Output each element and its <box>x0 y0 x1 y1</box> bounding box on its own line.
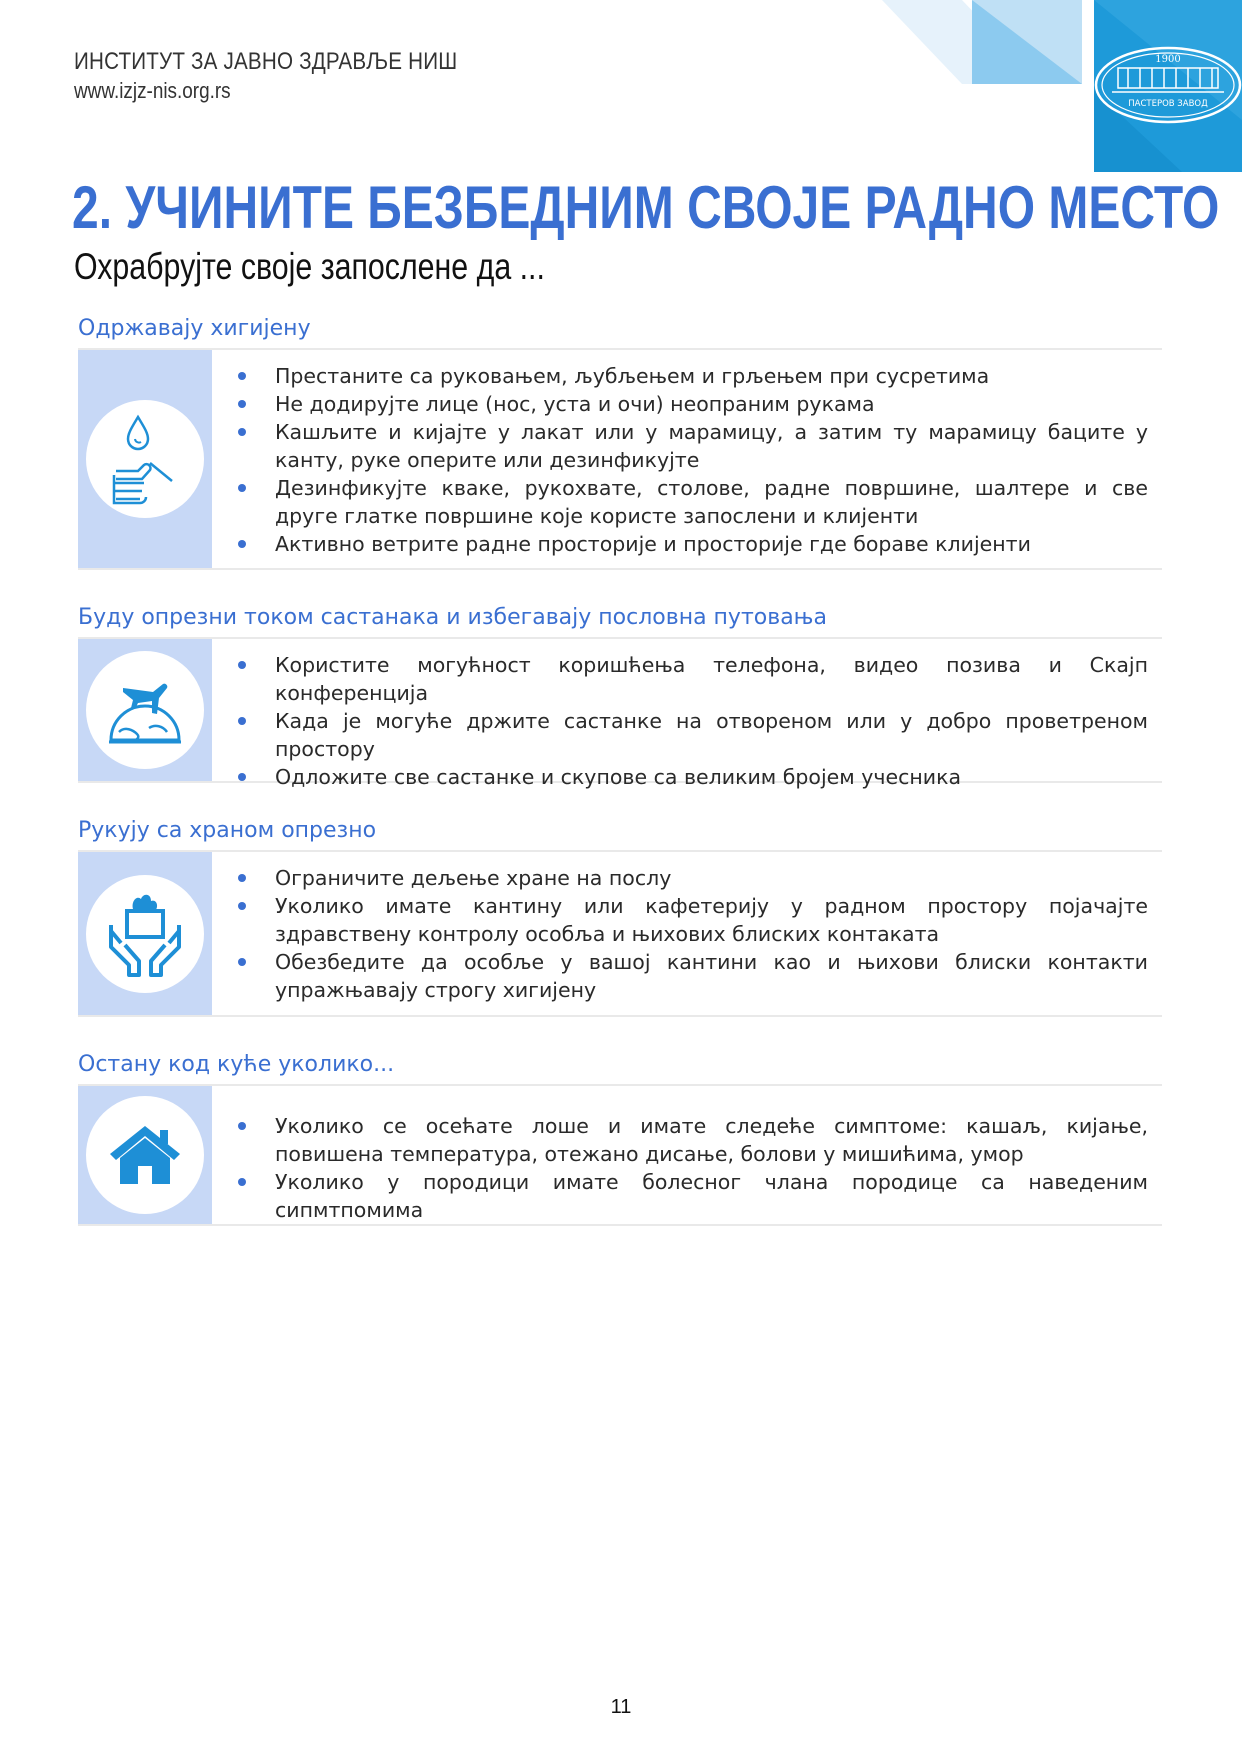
section-heading: Остану код куће уколико... <box>78 1052 395 1077</box>
list-item: Користите могућност коришћења телефона, видео позива и Скајп конференција <box>212 651 1148 707</box>
list-item: Кашљите и кијајте у лакат или у марамицу, а затим ту марамицу баците у канту, руке оперите или дезинфикујте <box>212 418 1148 474</box>
bullet-list <box>212 852 1162 1015</box>
list-item: Обезбедите да особље у вашој кантини као и њихови блиски контакти упражњавају строгу хигијену <box>212 948 1148 1004</box>
icon-circle <box>86 651 204 769</box>
list-item: Одложите све састанке и скупове са великим бројем учесника <box>212 763 1148 791</box>
header-org-name: ИНСТИТУТ ЗА ЈАВНО ЗДРАВЉЕ НИШ <box>74 48 458 75</box>
section-stay-home <box>78 1050 1162 1226</box>
logo-name: ПАСТЕРОВ ЗАВОД <box>1128 99 1208 109</box>
list-item: Не додирујте лице (нос, уста и очи) неопраним рукама <box>212 390 1148 418</box>
header-corner-graphic <box>882 0 1242 172</box>
bullet-list <box>212 639 1162 789</box>
hand-washing-icon <box>110 411 180 507</box>
list-item: Дезинфикујте кваке, рукохвате, столове, радне површине, шалтере и све друге глатке површине које користе запослени и клијенти <box>212 474 1148 530</box>
travel-globe-icon <box>105 670 185 750</box>
section-box <box>78 1084 1162 1226</box>
icon-panel <box>78 852 212 1015</box>
section-box <box>78 348 1162 570</box>
page-title: 2. УЧИНИТЕ БЕЗБЕДНИМ СВОЈЕ РАДНО МЕСТО <box>72 174 1220 241</box>
page-number: 11 <box>610 1696 632 1718</box>
icon-circle <box>86 400 204 518</box>
section-heading: Одржавају хигијену <box>78 316 311 341</box>
icon-panel <box>78 350 212 568</box>
section-meetings <box>78 603 1162 789</box>
section-box <box>78 850 1162 1017</box>
section-heading: Рукују са храном опрезно <box>78 818 377 843</box>
list-item: Уколико се осећате лоше и имате следеће симптоме: кашаљ, кијање, повишена температура, отежано дисање, болови у мишићима, умор <box>212 1112 1148 1168</box>
section-box <box>78 637 1162 789</box>
header-website: www.izjz-nis.org.rs <box>74 78 231 103</box>
bullet-list <box>212 1086 1162 1224</box>
house-icon <box>108 1124 182 1186</box>
section-heading: Буду опрезни током састанака и избегавају пословна путовања <box>78 605 827 630</box>
list-item: Када је могуће држите састанке на отвореном или у добро проветреном простору <box>212 707 1148 763</box>
food-hands-icon <box>107 891 183 977</box>
list-item: Уколико имате кантину или кафетерију у радном простору појачајте здравствену контролу особља и њихових блиских контаката <box>212 892 1148 948</box>
icon-panel <box>78 639 212 781</box>
icon-panel <box>78 1086 212 1224</box>
icon-circle <box>86 875 204 993</box>
list-item: Уколико у породици имате болесног члана породице са наведеним сипмтпомима <box>212 1168 1148 1224</box>
icon-circle <box>86 1096 204 1214</box>
list-item: Активно ветрите радне просторије и просторије где бораве клијенти <box>212 530 1148 558</box>
logo-year: 1900 <box>1155 54 1181 65</box>
page-subtitle: Охрабрујте своје запослене да ... <box>74 246 545 287</box>
list-item: Престаните са руковањем, љубљењем и грљењем при сусретима <box>212 362 1148 390</box>
list-item: Ограничите дељење хране на послу <box>212 864 1148 892</box>
bullet-list <box>212 350 1162 568</box>
section-food <box>78 816 1162 1017</box>
section-hygiene <box>78 314 1162 570</box>
